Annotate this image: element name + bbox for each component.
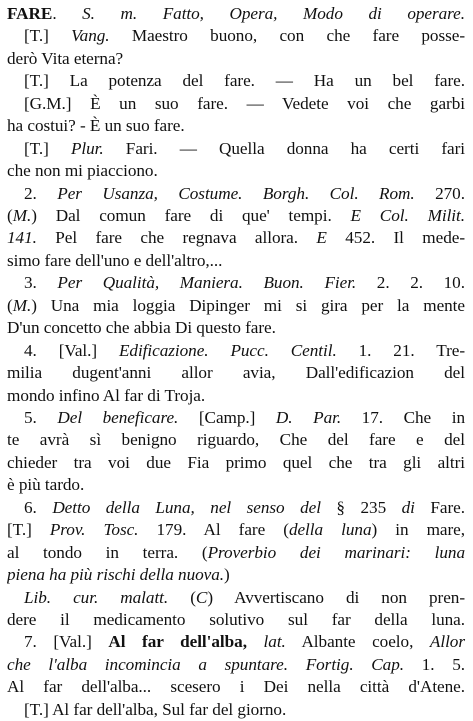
proverb-note: piena ha più rischi della nuova. bbox=[7, 565, 225, 585]
sense-number: 4. [Val.] bbox=[24, 340, 119, 360]
entry-line bbox=[7, 542, 465, 564]
text-run: 17. Che in bbox=[341, 407, 465, 427]
text-run: 270. bbox=[414, 183, 465, 203]
definition: S. m. Fatto, Opera, Modo di operare. bbox=[82, 4, 465, 23]
text-run: dere il medicamento solutivo sul far della luna. bbox=[7, 609, 465, 629]
text-run: Fare. bbox=[414, 497, 465, 517]
phrase-headword: Al far dell'alba, bbox=[108, 632, 264, 652]
sense-definition: Detto della Luna, nel senso del bbox=[52, 497, 321, 517]
text-run: Fari. — Quella donna ha certi fari bbox=[103, 138, 466, 158]
text-run: Maestro buono, con che fare posse- bbox=[109, 26, 465, 46]
entry-line bbox=[7, 48, 465, 70]
entry-line bbox=[7, 609, 465, 631]
entry-line bbox=[7, 70, 465, 92]
text-run: [T.] La potenza del fare. — Ha un bel fare. bbox=[24, 71, 465, 91]
text-run: mondo infino Al far di Troja. bbox=[7, 385, 206, 405]
text-run: ( bbox=[168, 587, 196, 607]
sense-definition: Edificazione. Pucc. Centil. bbox=[118, 340, 337, 360]
source-ref: E bbox=[316, 228, 327, 248]
proverb-note: Proverbio dei marinari: luna bbox=[207, 542, 465, 562]
entry-line bbox=[7, 429, 465, 451]
entry-line bbox=[7, 138, 465, 160]
sense-number: 3. bbox=[24, 273, 58, 293]
text-run: che non mi piacciono. bbox=[7, 161, 158, 181]
text-run: [T.] bbox=[24, 138, 71, 158]
text-run: [T.] bbox=[7, 520, 50, 540]
text-run: [G.M.] È un suo fare. — Vedete voi che garbi bbox=[24, 93, 465, 113]
entry-line bbox=[7, 699, 465, 721]
entry-line bbox=[7, 93, 465, 115]
entry-line bbox=[7, 205, 465, 227]
source-ref: D. Par. bbox=[275, 407, 342, 427]
text-run: ha costui? - È un suo fare. bbox=[7, 116, 185, 136]
entry-line bbox=[7, 227, 465, 249]
text-run: al tondo in terra. ( bbox=[7, 542, 208, 562]
text-run: chieder tra voi due Fia primo quel che tra gli altri bbox=[7, 452, 465, 472]
entry-line bbox=[7, 474, 465, 496]
text-run: ( bbox=[7, 295, 13, 315]
entry-line bbox=[7, 295, 465, 317]
entry-line bbox=[7, 250, 465, 272]
entry-line bbox=[7, 564, 465, 586]
text-run: . bbox=[52, 4, 83, 23]
source-ref: Vang. bbox=[71, 26, 110, 46]
entry-line bbox=[7, 654, 465, 676]
sense-definition: Per Qualità, Maniera. Buon. Fier. bbox=[57, 273, 357, 293]
text-run: è più tardo. bbox=[7, 475, 85, 495]
grammar-label: Plur. bbox=[70, 138, 104, 158]
sense-2 bbox=[7, 183, 465, 205]
text-run: ) bbox=[224, 565, 230, 585]
source-ref: 141. bbox=[7, 228, 37, 248]
text-run: 2. 2. 10. bbox=[356, 273, 465, 293]
text-run: te avrà sì benigno riguardo, Che del fare e del bbox=[7, 430, 465, 450]
text-run: ) Una mia loggia Dipinger mi si gira per la mente bbox=[31, 295, 465, 315]
text-run: Allor bbox=[429, 632, 465, 652]
text-run: simo fare dell'uno e dell'altro,... bbox=[7, 250, 223, 270]
sense-5 bbox=[7, 407, 465, 429]
sense-number: 2. bbox=[24, 183, 58, 203]
entry-line bbox=[7, 385, 465, 407]
text-run: [T.] Al far dell'alba, Sul far del giorno. bbox=[24, 699, 287, 719]
source-ref: M. bbox=[12, 295, 32, 315]
sense-definition: Per Usanza, Costume. Borgh. Col. Rom. bbox=[57, 183, 415, 203]
sense-7 bbox=[7, 631, 465, 653]
entry-line bbox=[7, 519, 465, 541]
source-ref: M. bbox=[12, 205, 32, 225]
source-ref: C bbox=[195, 587, 208, 607]
text-run: 179. Al fare ( bbox=[138, 520, 289, 540]
text-run: Albante coelo, bbox=[285, 632, 430, 652]
sense-number: 6. bbox=[24, 497, 53, 517]
text-run: [T.] bbox=[24, 26, 72, 46]
text-run: 452. Il mede- bbox=[326, 228, 465, 248]
text-run: ) Avvertiscano di non pren- bbox=[207, 587, 465, 607]
entry-headline bbox=[7, 3, 465, 25]
text-run: § 235 bbox=[320, 497, 402, 517]
entry-line bbox=[7, 317, 465, 339]
entry-line bbox=[7, 452, 465, 474]
sense-6 bbox=[7, 497, 465, 519]
entry-line bbox=[7, 676, 465, 698]
sense-number: 5. bbox=[24, 407, 58, 427]
entry-line bbox=[7, 25, 465, 47]
headword: FARE bbox=[7, 4, 53, 23]
text-run: di bbox=[401, 497, 415, 517]
sense-number: 7. [Val.] bbox=[24, 632, 109, 652]
text-run: Al far dell'alba... scesero i Dei nella città d'Atene. bbox=[7, 677, 465, 697]
text-run: Pel fare che regnava allora. bbox=[36, 228, 317, 248]
source-ref: E Col. Milit. bbox=[350, 205, 465, 225]
entry-line bbox=[7, 362, 465, 384]
text-run: milia dugent'anni allor avia, Dall'edificazion del bbox=[7, 363, 465, 383]
entry-line bbox=[7, 160, 465, 182]
entry-line bbox=[7, 587, 465, 609]
entry-line bbox=[7, 115, 465, 137]
sense-definition: Del beneficare. bbox=[57, 407, 179, 427]
source-ref: Prov. Tosc. bbox=[49, 520, 139, 540]
text-run: ) Dal comun fare di que' tempi. bbox=[31, 205, 351, 225]
sense-4 bbox=[7, 340, 465, 362]
text-run: ( bbox=[7, 205, 13, 225]
text-run: della luna bbox=[288, 520, 372, 540]
text-run: derò Vita eterna? bbox=[7, 48, 124, 68]
sense-3 bbox=[7, 272, 465, 294]
text-run: che l'alba incomincia a spuntare. Fortig. Cap. bbox=[7, 654, 405, 674]
text-run: 1. 21. Tre- bbox=[336, 340, 466, 360]
text-run: D'un concetto che abbia Di questo fare. bbox=[7, 318, 276, 338]
text-run: 1. 5. bbox=[404, 654, 465, 674]
text-run: ) in mare, bbox=[371, 520, 465, 540]
text-run: [Camp.] bbox=[178, 407, 276, 427]
text-run: lat. bbox=[263, 632, 286, 652]
source-ref: Lib. cur. malatt. bbox=[24, 587, 169, 607]
